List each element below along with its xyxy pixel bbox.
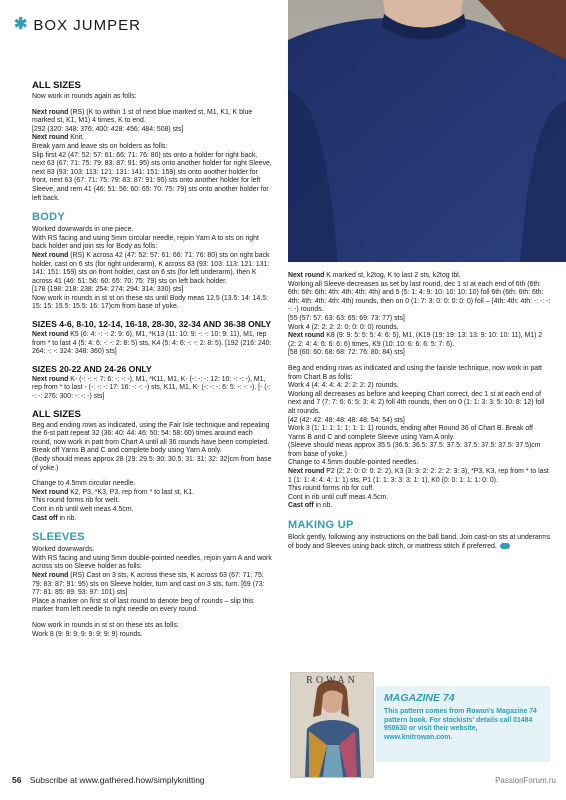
paragraph	[32, 109, 272, 126]
paragraph: Now work in rounds again as folls:	[32, 93, 137, 100]
instruction-lead: Cast off	[288, 502, 314, 510]
instruction-lead: Next round	[32, 571, 69, 579]
paragraph	[32, 376, 272, 402]
paragraph: Work 4 (4: 4: 4: 4: 2: 2: 2: 2) rounds.	[288, 382, 399, 390]
paragraph: Work 3 (1: 1: 1: 1: 1: 1: 1: 1) rounds, ending after Round 36 of Chart B. Break off Yarns B and C and complete Sleeve using Yarn A only.	[288, 425, 533, 441]
instruction-text: K- (-: -: -: 7: 6: -: -: -), M1, *K11, M1, K- (-: -: -: 12: 10: -: -: -), M1, rep from * to last - (-: -: -: 17: 16: -: -: -) sts, K11, M1, K- (-: -: -: 6: 5: -: -: -). [- (-: -: -: 276: 300: -: -: -) sts]	[32, 375, 271, 401]
paragraph	[32, 252, 272, 286]
instruction-text: K5 (6: 4: -: -: 2: 9: 6), M1, *K13 (11: 10: 9: -: -: 10: 9: 11), M1, rep from * to last 4 (5: 4: 6: -: -: 2: 8: 5) sts, K4 (5: 4: 6: -: -: 2: 8: 5). [192 (216: 240: 264: -: -: 324: 348: 360) sts]	[32, 331, 272, 356]
instruction-text: K marked st, k2tog, K to last 2 sts, k2tog tbl.	[324, 272, 461, 279]
paragraph: (Body should meas approx 28 (29: 29.5: 30: 30.5: 31: 31: 32: 32)cm from base of yoke.)	[32, 456, 272, 472]
jumper-photo-illustration	[288, 0, 566, 262]
paragraph	[32, 489, 272, 498]
instruction-text: in rib.	[313, 502, 333, 510]
paragraph: Break yarn and leave sts on holders as folls:	[32, 142, 168, 150]
instruction-text: (RS) (K to within 1 st of next blue marked st, M1, K1, K blue marked st, K1, M1) 4 times, K to end.	[32, 108, 253, 125]
paragraph: Beg and ending rows as indicated and using the fairisle technique, now work in patt from Chart B as folls:	[288, 364, 542, 381]
paragraph	[32, 515, 272, 524]
stitch-count: [55 (57: 57: 63: 63: 65: 69: 73: 77) sts]	[288, 314, 405, 322]
paragraph	[32, 572, 272, 598]
heading-making-up: MAKING UP	[288, 519, 354, 532]
heading-sizes-a: SIZES 4-6, 8-10, 12-14, 16-18, 28-30, 32-34 AND 36-38 ONLY	[32, 319, 272, 330]
stitch-count: [292 (320: 348: 376: 400: 428: 456: 484: 508) sts]	[32, 125, 184, 133]
heading-body: BODY	[32, 211, 65, 224]
instruction-text: (RS) Cast on 3 sts, K across these sts, K across 63 (67: 71: 75: 79: 83: 87: 91: 95) sts on Sleeve holder, turn and cast on 3 sts, turn. [69 (73: 77: 81: 85: 89: 93: 97: 101) sts]	[32, 571, 265, 597]
subscribe-link[interactable]: Subscribe at www.gathered.how/simplyknitting	[29, 775, 205, 785]
paragraph: Now work in rounds in st st on these sts as folls:	[32, 621, 179, 629]
paragraph: Place a marker on first st of last round to denote beg of rounds – slip this marker from left needle to right needle on every round.	[32, 597, 254, 614]
paragraph: (Sleeve should meas approx 35.5 (36.5: 36.5: 37.5: 37.5: 37.5: 37.5: 37.5: 37.5)cm from base of yoke.)	[288, 442, 541, 458]
paragraph: This round forms rib for welt.	[32, 497, 120, 505]
paragraph: Beg and ending rows as indicated, using the Fair Isle technique and repeating the 6-st patt repeat 32 (36: 40: 44: 46: 50: 54: 58: 60) times around each round, now work in patt from Chart A until all 36 rounds have been completed.	[32, 421, 270, 446]
stitch-count: [58 (60: 60: 68: 68: 72: 76: 80: 84) sts]	[288, 349, 405, 357]
heading-sizes-b: SIZES 20-22 AND 24-26 ONLY	[32, 363, 152, 374]
paragraph	[288, 468, 552, 485]
paragraph: With RS facing and using 5mm circular needle, rejoin Yarn A to sts on right back holder and join sts for Body as folls:	[32, 234, 259, 251]
paragraph: Working all decreases as before and keeping Chart correct, dec 1 st at each end of next and 7 (7: 7: 6: 6: 5: 3: 4: 2) foll 4th rounds, then on 0 (1: 1: 3: 3: 5: 10: 8: 12) foll alt rounds.	[288, 390, 545, 415]
paragraph: Working all Sleeve decreases as set by last round, dec 1 st at each end of 6th (6th: 6th: 6th: 6th: 4th: 4th: 4th: 4th) and 5 (5: 1: 4: 9: 10: 10: 10: 10) foll 6th (6th: 6th: 6th: 4th: 4th: 4th: 4th: 4th) rounds, then on 0 (1: 7: 3: 0: 0: 0: 0: 0) foll – (4th: 4th: 4th: -: -: -: -: -) rounds.	[288, 280, 551, 314]
magazine-description: This pattern comes from Rowan's Magazine 74 pattern book. For stockists' details call 01484 950630 or visit their website, www.knitrowan.com.	[384, 708, 537, 741]
paragraph: Worked downwards in one piece.	[32, 226, 134, 234]
paragraph: Worked downwards.	[32, 546, 95, 554]
stitch-count: [42 (42: 42: 48: 48: 48: 48: 54: 54) sts]	[288, 416, 405, 424]
instruction-lead: Next round	[32, 251, 69, 259]
page-footer	[12, 775, 205, 785]
paragraph: Change to 4.5mm circular needle.	[32, 480, 136, 488]
paragraph: Break off Yarns B and C and complete body using Yarn A only.	[32, 447, 222, 455]
instructions-column-right	[288, 272, 552, 558]
paragraph: Cont in rib until cuff meas 4.5cm.	[288, 493, 389, 501]
magazine-title: MAGAZINE 74	[384, 692, 455, 704]
magazine-promo	[290, 672, 552, 764]
instruction-text: K2, P3, *K3, P3, rep from * to last st, K1.	[68, 488, 194, 496]
paragraph: Change to 4.5mm double-pointed needles.	[288, 459, 419, 467]
paragraph	[32, 331, 272, 357]
paragraph: With RS facing and using 5mm double-pointed needles, rejoin yarn A and work across sts on Sleeve holder as folls:	[32, 554, 272, 571]
end-marker-icon	[500, 543, 510, 549]
paragraph: This round forms rib for cuff.	[288, 485, 375, 493]
paragraph: Work 8 (9: 9: 9: 9: 9: 9: 9: 9) rounds.	[32, 630, 143, 638]
paragraph	[32, 134, 272, 143]
instruction-text: in rib.	[57, 514, 77, 522]
page-number: 56	[12, 775, 22, 785]
instruction-lead: Next round	[32, 331, 69, 339]
pattern-title: BOX JUMPER	[33, 16, 141, 34]
magazine-cover	[290, 672, 374, 778]
paragraph: Slip first 42 (47: 52: 57: 61: 66: 71: 76: 80) sts onto a holder for right back, next 63 (67: 71: 75: 79: 83: 87: 91: 95) sts onto another holder for right Sleeve, next 83 (93: 103: 113: 121: 131: 141: 151: 159) sts onto another holder for front, next 63 (67: 71: 75: 79: 83: 87: 91: 95) sts onto another holder for left Sleeve, and rem 41 (46: 51: 56: 60: 65: 70: 75: 79) sts onto another holder for left back.	[32, 151, 272, 202]
paragraph: Cont in rib until welt meas 4.5cm.	[32, 505, 134, 513]
heading-all-sizes: ALL SIZES	[32, 80, 81, 91]
instruction-lead: Next round	[32, 134, 69, 142]
instruction-text: Knit.	[68, 134, 85, 142]
paragraph	[288, 534, 552, 551]
instruction-text: P2 (2: 2: 0: 0: 0: 2: 2), K3 (3: 3: 2: 2: 2: 2: 3: 3), *P3, K3, rep from * to last 1 (1: 1: 4: 4: 4: 1: 1) sts, P1 (1: 1: 3: 3: 3: 1: 1), K0 (0: 0: 1: 1: 1: 0: 0).	[288, 468, 549, 484]
instruction-lead: Next round	[32, 488, 69, 496]
watermark: PassionForum.ru	[495, 776, 556, 785]
making-up-text: Block gently, following any instructions on the ball band. Join cast-on sts at underarms of body and Sleeves using back stitch, or mattress stitch if preferred.	[288, 534, 551, 550]
instruction-text: K8 (9: 9: 5: 5: 5: 4: 6: 5), M1, (K19 (19: 19: 13: 13: 9: 10: 10: 11), M1) 2 (2: 2: 4: 4: 6: 6: 6: 6) times, K9 (10: 10: 6: 6: 6: 5: 7: 6).	[288, 332, 543, 348]
model-photo	[288, 0, 566, 262]
instruction-lead: Next round	[32, 375, 69, 383]
paragraph	[288, 332, 552, 349]
heading-all-sizes-2: ALL SIZES	[32, 408, 81, 420]
instruction-lead: Next round	[288, 468, 325, 476]
instruction-lead: Next round	[32, 108, 69, 116]
magazine-brand: ROWAN	[306, 675, 358, 686]
instruction-lead: Cast off	[32, 514, 58, 522]
asterisk-icon: ✱	[14, 16, 28, 33]
stitch-count: [178 (198: 218: 238: 254: 274: 294: 314: 330) sts]	[32, 286, 184, 294]
paragraph	[288, 502, 552, 511]
instructions-column-left	[32, 74, 272, 646]
instruction-lead: Next round	[288, 272, 325, 279]
magazine-cover-illustration	[291, 673, 373, 777]
paragraph: Now work in rounds in st st on these sts until Body meas 12.5 (13.5: 14: 14.5: 15: 15: 15.5: 15.5: 16: 17)cm from base of yoke.	[32, 294, 268, 311]
instruction-lead: Next round	[288, 332, 325, 340]
section-header	[14, 14, 141, 36]
paragraph	[288, 272, 552, 281]
heading-sleeves: SLEEVES	[32, 531, 85, 544]
instruction-text: (RS) K across 42 (47: 52: 57: 61: 66: 71: 76: 80) sts on right back holder, cast on 6 sts (for right underarm), K across 83 (93: 103: 113: 121: 131: 141: 151: 159) sts on front holder, cast on 6 sts (for left underarm), then K across 41 (46: 51: 56: 60: 65: 70: 75: 79) sts on left back holder.	[32, 251, 270, 285]
magazine-info-box	[376, 686, 550, 762]
paragraph: Work 4 (2: 2: 2: 2: 0: 0: 0: 0) rounds.	[288, 323, 399, 331]
